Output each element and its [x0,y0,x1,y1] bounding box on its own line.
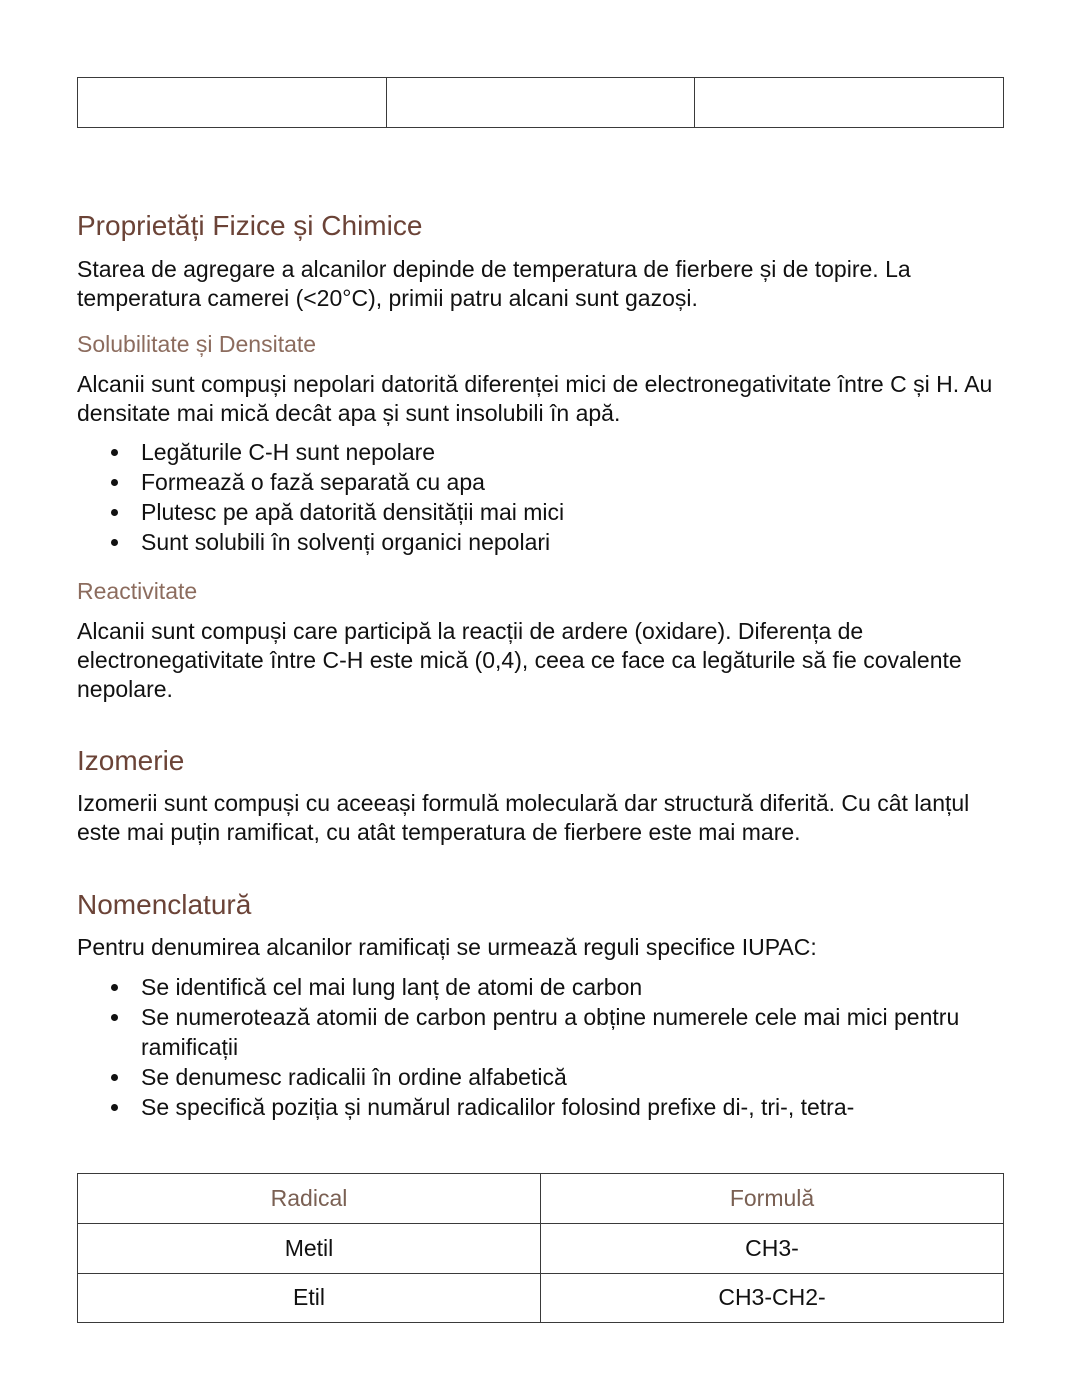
table-cell [78,78,387,128]
column-header-formula: Formulă [541,1174,1004,1224]
subheading-solubilitate: Solubilitate și Densitate [77,331,317,357]
table-row [78,78,1004,128]
radical-table [77,1173,1004,1323]
table-cell [386,78,695,128]
table-row [78,1274,1004,1323]
list-item [77,1002,1012,1062]
paragraph-izomerie: Izomerii sunt compuși cu aceeași formulă moleculară dar structură diferită. Cu cât lanțul este mai puțin ramificat, cu atât temperatura de fierbere este mai mare. [77,790,970,845]
table-cell: CH3- [541,1224,1004,1274]
paragraph-solubilitate: Alcanii sunt compuși nepolari datorită diferenței mici de electronegativitate între C și H. Au densitate mai mică decât apa și sunt insolubili în apă. [77,371,993,426]
paragraph-reactivitate: Alcanii sunt compuși care participă la reacții de ardere (oxidare). Diferența de electronegativitate între C-H este mică (0,4), ceea ce face ca legăturile să fie covalente nepolare. [77,618,962,702]
table-cell: CH3-CH2- [541,1274,1004,1323]
paragraph-fizice: Starea de agregare a alcanilor depinde de temperatura de fierbere și de topire. La temperatura camerei (<20°C), primii patru alcani sunt gazoși. [77,256,911,311]
table-cell: Metil [78,1224,541,1274]
list-item [77,527,1012,557]
list-item [77,972,1012,1002]
bullet-icon [111,984,118,991]
table-header-row [78,1174,1004,1224]
list-item [77,497,1012,527]
list-item-text: Legăturile C-H sunt nepolare [141,439,436,465]
bullet-list-nomenclatura [77,972,1012,1122]
list-item [77,1062,1012,1092]
section-heading-izomerie: Izomerie [77,745,185,776]
list-item [77,467,1012,497]
column-header-radical: Radical [78,1174,541,1224]
bullet-list-solubilitate [77,437,1012,557]
bullet-icon [111,539,118,546]
bullet-icon [111,449,118,456]
list-item-text: Formează o fază separată cu apa [141,469,485,495]
table-cell [695,78,1004,128]
list-item-text: Se denumesc radicalii în ordine alfabetică [141,1064,567,1090]
bullet-icon [111,1104,118,1111]
bullet-icon [111,479,118,486]
section-heading-fizice: Proprietăți Fizice și Chimice [77,210,423,241]
table-cell: Etil [78,1274,541,1323]
bullet-icon [111,1014,118,1021]
list-item-text: Se identifică cel mai lung lanț de atomi de carbon [141,974,643,1000]
list-item [77,437,1012,467]
list-item-text: Se numerotează atomii de carbon pentru a obține numerele cele mai mici pentru ramificații [141,1004,960,1060]
list-item [77,1092,1012,1122]
paragraph-nomenclatura: Pentru denumirea alcanilor ramificați se urmează reguli specifice IUPAC: [77,934,817,960]
bullet-icon [111,1074,118,1081]
list-item-text: Se specifică poziția și numărul radicalilor folosind prefixe di-, tri-, tetra- [141,1094,855,1120]
section-heading-nomenclatura: Nomenclatură [77,889,252,920]
list-item-text: Plutesc pe apă datorită densității mai mici [141,499,565,525]
bullet-icon [111,509,118,516]
top-table [77,77,1004,128]
subheading-reactivitate: Reactivitate [77,578,198,604]
list-item-text: Sunt solubili în solvenți organici nepolari [141,529,551,555]
table-row [78,1224,1004,1274]
